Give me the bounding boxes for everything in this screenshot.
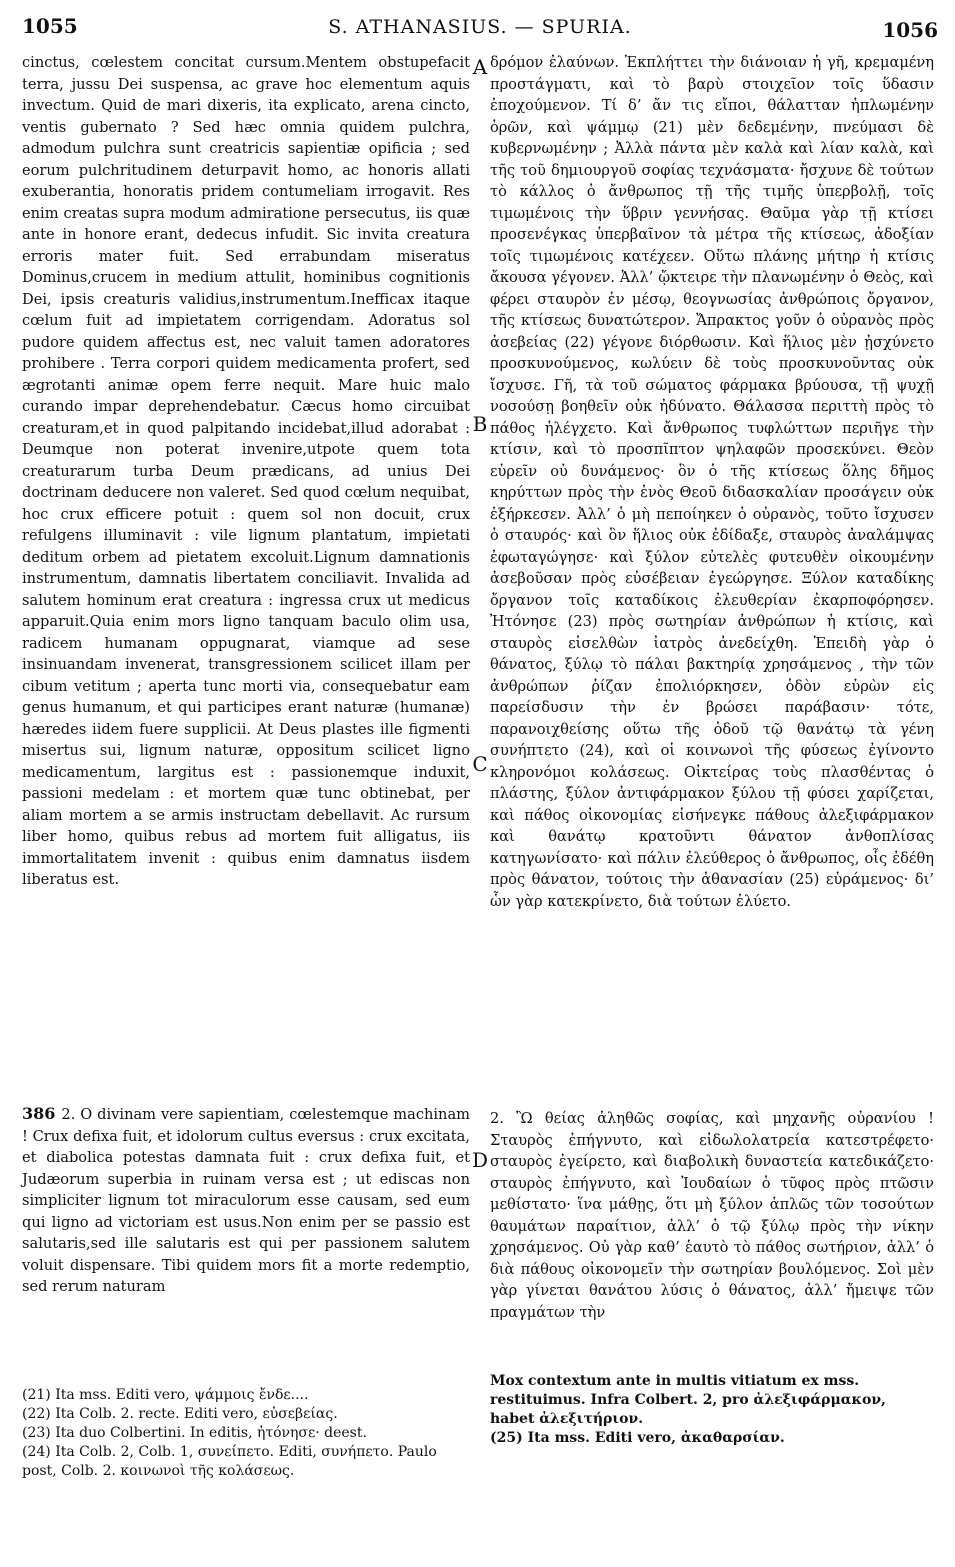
latin-section-paragraph	[22, 1103, 470, 1298]
running-title: S. ATHANASIUS. — SPURIA.	[328, 16, 632, 38]
greek-paragraph: δρόμον ἐλαύνων. Ἐκπλήττει τὴν διάνοιαν ἡ γῆ, κρεμαμένη προστάγματι, καὶ τὸ βαρὺ στοιχεῖον τοῖς ὕδασιν ἐποχούμενον. Τί δ’ ἄν τις εἴποι, θάλατταν ἡπλωμένην ὁρῶν, καὶ ψάμμῳ (21) μὲν δεδεμένην, πνεύμασι δὲ κυβερνωμένην ; Ἀλλὰ πάντα μὲν καλὰ καὶ λίαν καλὰ, καὶ τῆς τοῦ δημιουργοῦ σοφίας τεχνάσματα· ἤσχυνε δὲ τούτων τὸ κάλλος ὁ ἄνθρωπος τῇ τῆς τιμῆς ὑπερβολῇ, τοῖς τιμωμένοις τὴν ὕβριν γεννήσας. Θαῦμα γὰρ τῇ κτίσει προσενέγκας ὑπερβαῖνον τὰ μέτρα τῆς κτίσεως, ἀδοξίαν τοῖς τιμωμένοις κατέχεεν. Οὕτω πλάνης μήτηρ ἡ κτίσις ἄκουσα γέγονεν. Ἀλλ’ ᾤκτειρε τὴν πλανωμένην ὁ Θεὸς, καὶ φέρει σταυρὸν ἐν μέσῳ, θεογνωσίας ἀνθρώποις ὄργανον, τῆς κτίσεως δυνατώτερον. Ἄπρακτος γοῦν ὁ οὐρανὸς πρὸς ἀσεβείας (22) γέγονε διόρθωσιν. Καὶ ἥλιος μὲν ᾐσχύνετο προσκυνούμενος, κωλύειν δὲ τοὺς προσκυνοῦντας οὐκ ἴσχυσε. Γῆ, τὰ τοῦ σώματος φάρμακα βρύουσα, τῇ ψυχῇ νοσούσῃ βοηθεῖν οὐκ ἠδύνατο. Θάλασσα περιττὴ πρὸς τὸ πάθος ἠλέγχετο. Καὶ ἄνθρωπος τυφλώττων περιῆγε τὴν κτίσιν, καὶ τὸ προσπῖπτον ψηλαφῶν προσεκύνει. Θεὸν εὑρεῖν οὐ δυνάμενος· ὃν ὁ τῆς κτίσεως ὅλης δῆμος κηρύττων πρὸς τὴν ἑνὸς Θεοῦ διδασκαλίαν προσάγειν οὐκ ἐξήρκεσεν. Ἀλλ’ ὁ μὴ πεποίηκεν ὁ οὐρανὸς, τοῦτο ἴσχυσεν ὁ σταυρός· καὶ ὃν ἥλιος οὐκ ἐδίδαξε, σταυρὸς ἀναλάμψας ἐφωταγώγησε· καὶ ξύλον εὐτελὲς φυτευθὲν οἰκουμένην ἀσεβοῦσαν πρὸς εὐσέβειαν ἐγεώργησε. Ξύλον καταδίκης ὄργανον τοῖς καταδίκοις ἐλευθερίαν ἐκαρποφόρησεν. Ἠτόνησε (23) πρὸς σωτηρίαν ἀνθρώπων ἡ κτίσις, καὶ σταυρὸς εἰσελθὼν ἰατρὸς ἀνεδείχθη. Ἐπειδὴ γὰρ ὁ θάνατος, ξύλῳ τὸ πάλαι βακτηρίᾳ χρησάμενος , τὴν τῶν ἀνθρώπων ῥίζαν ἐπολιόρκησεν, ὁδὸν εὑρὼν εἰς παρείσδυσιν τὴν ἐν βρώσει παράβασιν· τότε, παρανοιχθείσης οὕτω τῆς ὁδοῦ τῷ θανάτῳ τὰ γένη συνήπτετο (24), καὶ οἱ κοινωνοὶ τῆς φύσεως ἐγίνοντο κληρονόμοι κολάσεως. Οἰκτείρας τοὺς πλασθέντας ὁ πλάστης, ξύλον ἀντιφάρμακον ξύλου τῇ φύσει χαρίζεται, καὶ πάθος οἰκονομίας εἰσήνεγκε πάθους ἀλεξιφάρμακον καὶ θανάτῳ κρατοῦντι θάνατον ἀνθοπλίσας κατηγωνίσατο· καὶ πάλιν ἐλεύθερος ὁ ἄνθρωπος, οἷς ἐδέθη πρὸς θάνατον, τούτοις τὴν ἀθανασίαν (25) εὑράμενος· δι’ ὧν γὰρ κατεκρίνετο, διὰ τούτων ἐλύετο.	[490, 54, 934, 910]
column-marker-d: D	[471, 1148, 489, 1172]
column-marker-c: C	[472, 752, 488, 776]
latin-section-text: 2. O divinam vere sapientiam, cœlestemque machinam ! Crux defixa fuit, et idolorum cultus eversus : crux excitata, et diabolica potestas damnata fuit : crux defixa fuit, et Judæorum superbia in ruinam versa est ; ut ediscas non simpliciter lignum tot miraculorum esse causam, sed eum qui ligno ad victoriam est usus.Non enim per se passio est salutaris,sed ille salutaris est qui per passionem salutem voluit dispensare. Tibi quidem mors fit a morte redemptio, sed rerum naturam	[22, 1106, 470, 1295]
column-marker-b: B	[472, 412, 488, 436]
latin-section-2	[22, 1103, 470, 1298]
section-number: 386	[22, 1104, 56, 1123]
footnote: (24) Ita Colb. 2, Colb. 1, συνείπετο. Editi, συνήπετο. Paulo post, Colb. 2. κοινωνοὶ τῆς κολάσεως.	[22, 1444, 437, 1479]
footnotes-left	[22, 1386, 470, 1481]
footnote: (21) Ita mss. Editi vero, ψάμμοις ἔνδε....	[22, 1387, 309, 1403]
column-marker-a: A	[472, 55, 488, 79]
footnote: (22) Ita Colb. 2. recte. Editi vero, εὐσεβείας.	[22, 1406, 338, 1422]
page-header	[22, 14, 938, 48]
footnote: (25) Ita mss. Editi vero, ἀκαθαρσίαν.	[490, 1430, 785, 1446]
latin-paragraph: cinctus, cœlestem concitat cursum.Mentem obstupefacit terra, jussu Dei suspensa, ac grave hoc elementum aquis invectum. Quid de mari dixeris, ita explicato, arena cincto, ventis gubernato ? Sed hæc omnia quidem pulchra, admodum pulchra sunt creatricis sapientiæ opificia ; sed eorum pulchritudinem deturpavit homo, ac honoris allati exuberantia, honoratis pridem contumeliam irrogavit. Res enim creatas supra modum admiratione persecutus, iis quæ ante in honore erant, dedecus infudit. Sic invita creatura erroris mater fuit. Sed errabundam miseratus Dominus,crucem in medium attulit, hominibus cognitionis Dei, ipsis creaturis validius,instrumentum.Inefficax itaque cœlum fuit ad impietatem corrigendam. Adoratus sol pudore quidem affectus est, nec valuit tamen adoratores prohibere . Terra corpori quidem medicamenta profert, sed ægrotanti animæ opem ferre nequit. Mare huic malo curando impar deprehendebatur. Cæcus homo circuibat creaturam,et in quod palpitando incidebat,illud adorabat : Deumque non poterat invenire,utpote quem tota creaturarum turba Deum prædicans, ad unius Dei doctrinam deducere non valeret. Sed quod cœlum nequibat, hoc crux efficere potuit : quem sol non docuit, crux refulgens illuminavit : vile lignum plantatum, impietati deditum orbem ad pietatem excoluit.Lignum damnationis instrumentum, damnatis libertatem conciliavit. Invalida ad salutem hominum erat creatura : ingressa crux ut medicus apparuit.Quia enim mors ligno tanquam baculo olim usa, radicem humanam oppugnarat, viamque ad sese insinuandam invenerat, transgressionem scilicet illam per cibum vetitum ; aperta tunc morti via, consequebatur eam genus humanum, et qui participes erant naturæ (humanæ) hæredes iidem fuere supplicii. At Deus plastes ille figmenti misertus sui, lignum naturæ, oppositum scilicet ligno medicamentum, largitus est : passionemque induxit, passioni medelam : et mortem quæ tunc obtinebat, per aliam mortem a se armis instructam debellavit. Ac rursum liber homo, quibus rebus ad mortem fuit alligatus, iis immortalitatem invenit : quibus enim damnatus iisdem liberatus est.	[22, 54, 470, 888]
latin-column-main	[22, 52, 470, 891]
greek-column-main	[490, 52, 934, 912]
footnote: (23) Ita duo Colbertini. In editis, ἠτόνησε· deest.	[22, 1425, 367, 1441]
footnote: Mox contextum ante in multis vitiatum ex mss. restituimus. Infra Colbert. 2, pro ἀλεξιφάρμακον, habet ἀλεξιτήριον.	[490, 1373, 886, 1427]
page-number-right: 1056	[882, 18, 938, 42]
greek-section-2	[490, 1108, 934, 1323]
footnotes-right	[490, 1372, 934, 1448]
page-number-left: 1055	[22, 14, 78, 38]
greek-section-text: 2. Ὢ θείας ἀληθῶς σοφίας, καὶ μηχανῆς οὐρανίου ! Σταυρὸς ἐπήγνυτο, καὶ εἰδωλολατρεία κατεστρέφετο· σταυρὸς ἐγείρετο, καὶ διαβολικὴ δυναστεία κατεδικάζετο· σταυρὸς ἐπήγνυτο, καὶ Ἰουδαίων ὁ τῦφος πρὸς πτῶσιν μεθίστατο· ἵνα μάθῃς, ὅτι μὴ ξύλον ἁπλῶς τῶν τοσούτων θαυμάτων παραίτιον, ἀλλ’ ὁ τῷ ξύλῳ πρὸς τὴν νίκην χρησάμενος. Οὐ γὰρ καθ’ ἑαυτὸ τὸ πάθος σωτήριον, ἀλλ’ ὁ διὰ πάθους οἰκονομεῖν τὴν σωτηρίαν βουλόμενος. Σοὶ μὲν γὰρ γίνεται θανάτου λύσις ὁ θάνατος, ἀλλ’ ἤμειψε τῶν πραγμάτων τὴν	[490, 1110, 934, 1321]
